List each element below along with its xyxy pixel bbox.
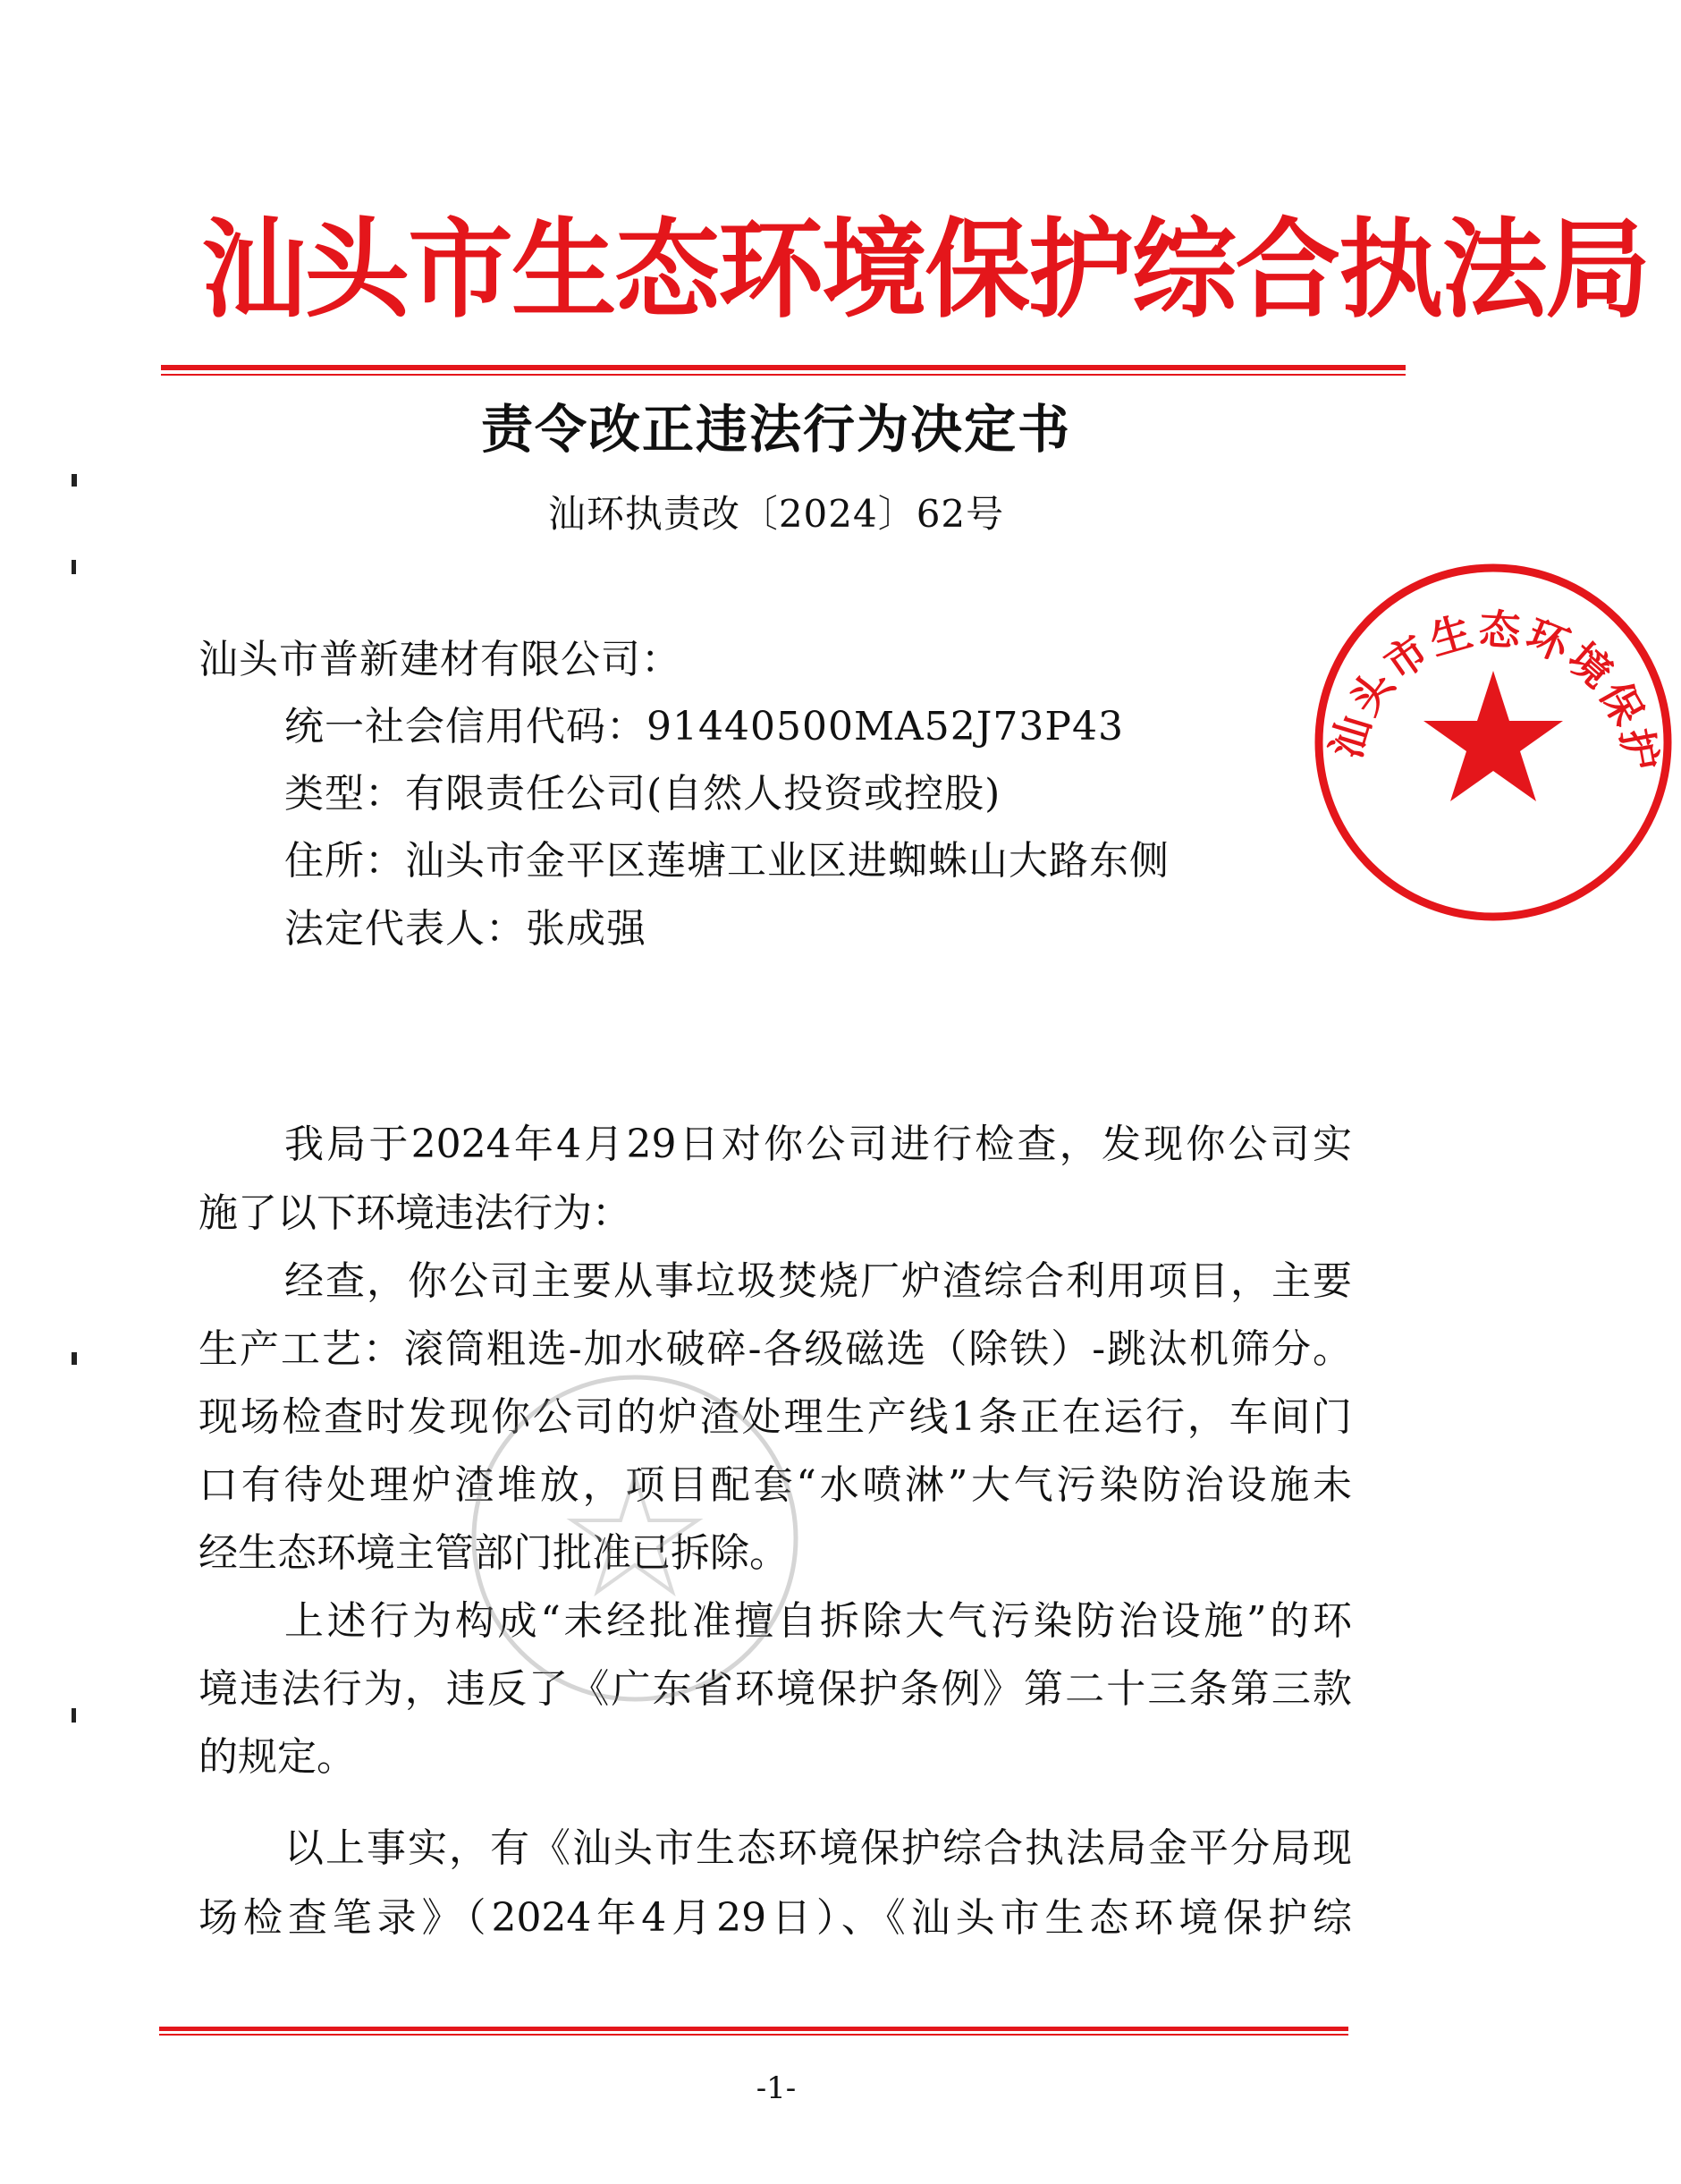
- paragraph-3-line-3: 的规定。: [199, 1734, 356, 1780]
- faint-seal-bleed-icon: [447, 1350, 823, 1726]
- paragraph-2-line-1: 经查，你公司主要从事垃圾焚烧厂炉渣综合利用项目，主要: [284, 1258, 1352, 1304]
- margin-mark: [72, 560, 76, 574]
- paragraph-2-line-5: 经生态环境主管部门批准已拆除。: [199, 1530, 789, 1576]
- paragraph-4-line-1: 以上事实，有《汕头市生态环境保护综合执法局金平分局现: [284, 1825, 1352, 1871]
- page-number: -1-: [756, 2070, 797, 2106]
- recipient-credit-code: 统一社会信用代码：91440500MA52J73P43: [284, 704, 1124, 749]
- document-title: 责令改正违法行为决定书: [480, 399, 1071, 460]
- paragraph-4-line-2: 场检查笔录》（2024年4月29日）、《汕头市生态环境保护综: [199, 1895, 1352, 1941]
- recipient-type: 类型：有限责任公司(自然人投资或控股): [284, 771, 1001, 817]
- margin-mark: [72, 1352, 77, 1365]
- paragraph-3-line-1: 上述行为构成“未经批准擅自拆除大气污染防治设施”的环: [284, 1598, 1352, 1644]
- header-red-rule-thin: [161, 374, 1406, 376]
- recipient-address: 住所：汕头市金平区莲塘工业区进蜘蛛山大路东侧: [284, 838, 1170, 884]
- official-seal-icon: [1305, 554, 1681, 930]
- paragraph-2-line-3: 现场检查时发现你公司的炉渣处理生产线1条正在运行，车间门: [199, 1394, 1352, 1440]
- paragraph-3-line-2: 境违法行为，违反了《广东省环境保护条例》第二十三条第三款: [199, 1666, 1352, 1712]
- header-red-rule-thick: [161, 365, 1406, 370]
- agency-header-title: 汕头市生态环境保护综合执法局: [201, 208, 1649, 333]
- recipient-legal-rep: 法定代表人：张成强: [284, 906, 646, 952]
- paragraph-2-line-4: 口有待处理炉渣堆放，项目配套“水喷淋”大气污染防治设施未: [199, 1462, 1352, 1508]
- paragraph-1-line-1: 我局于2024年4月29日对你公司进行检查，发现你公司实: [284, 1122, 1352, 1167]
- recipient-company: 汕头市普新建材有限公司：: [199, 637, 681, 682]
- paragraph-2-line-2: 生产工艺：滚筒粗选-加水破碎-各级磁选（除铁）-跳汰机筛分。: [199, 1326, 1352, 1372]
- margin-mark: [72, 1708, 76, 1723]
- margin-mark: [72, 474, 77, 487]
- footer-red-rule-thick: [159, 2027, 1348, 2031]
- paragraph-1-line-2: 施了以下环境违法行为：: [199, 1190, 631, 1236]
- document-number: 汕环执责改〔2024〕62号: [547, 492, 1005, 536]
- seal-text: 汕头市生态环境保护: [1321, 604, 1668, 778]
- footer-red-rule-thin: [159, 2034, 1348, 2036]
